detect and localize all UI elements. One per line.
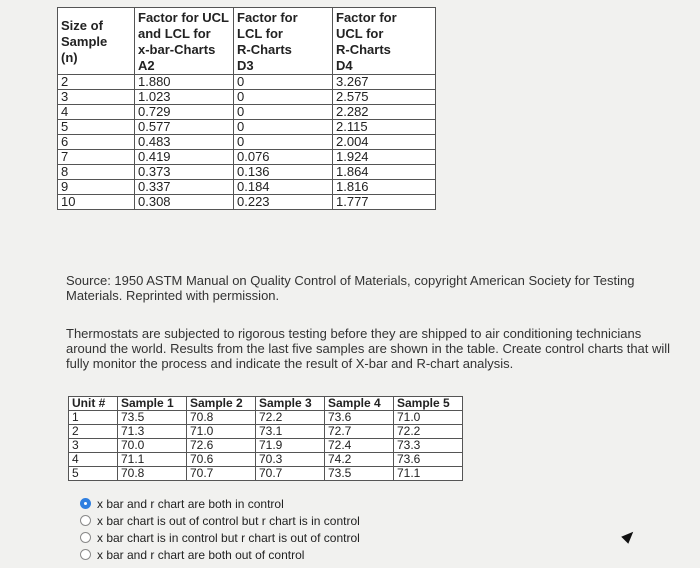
a2-cell: 0.419 xyxy=(135,150,234,165)
header-line: R-Charts xyxy=(336,42,391,57)
sample-table-row xyxy=(69,425,463,439)
d3-cell: 0.184 xyxy=(234,180,333,195)
sample-size-cell: 4 xyxy=(58,105,135,120)
measurement-cell: 70.6 xyxy=(187,453,256,467)
measurement-cell: 71.1 xyxy=(118,453,187,467)
source-citation: Source: 1950 ASTM Manual on Quality Control of Materials, copyright American Society for Testing Materials. Reprinted with permission. xyxy=(66,273,635,303)
unit-cell: 5 xyxy=(69,467,118,481)
unit-cell: 1 xyxy=(69,411,118,425)
sample-header: Sample 5 xyxy=(394,397,463,411)
sample-table-row xyxy=(69,439,463,453)
measurement-cell: 73.3 xyxy=(394,439,463,453)
header-line: Factor for UCL xyxy=(138,10,229,25)
factor-table-row xyxy=(58,120,436,135)
header-symbol: D4 xyxy=(336,58,353,73)
header-line: (n) xyxy=(61,50,78,65)
header-line: Sample xyxy=(61,34,108,49)
factor-table-row xyxy=(58,165,436,180)
header-symbol: A2 xyxy=(138,58,155,73)
d3-cell: 0 xyxy=(234,105,333,120)
answer-option-label: x bar chart is out of control but r chart is in control xyxy=(97,513,360,528)
radio-unselected-icon[interactable] xyxy=(80,515,91,526)
d4-cell: 1.777 xyxy=(333,195,436,210)
measurement-cell: 73.6 xyxy=(325,411,394,425)
a2-cell: 0.577 xyxy=(135,120,234,135)
measurement-cell: 71.9 xyxy=(256,439,325,453)
sample-table-header-row xyxy=(69,397,463,411)
d4-cell: 2.282 xyxy=(333,105,436,120)
answer-option-label: x bar and r chart are both out of control xyxy=(97,547,305,562)
sample-size-cell: 6 xyxy=(58,135,135,150)
d4-cell: 2.575 xyxy=(333,90,436,105)
measurement-cell: 73.6 xyxy=(394,453,463,467)
measurement-cell: 70.7 xyxy=(187,467,256,481)
measurement-cell: 72.2 xyxy=(394,425,463,439)
header-symbol: D3 xyxy=(237,58,254,73)
sample-table-row xyxy=(69,411,463,425)
d4-cell: 3.267 xyxy=(333,75,436,90)
measurement-cell: 73.1 xyxy=(256,425,325,439)
factor-table-row xyxy=(58,75,436,90)
d3-cell: 0 xyxy=(234,75,333,90)
a2-cell: 0.337 xyxy=(135,180,234,195)
measurement-cell: 70.0 xyxy=(118,439,187,453)
answer-option-label: x bar and r chart are both in control xyxy=(97,496,284,511)
unit-header: Unit # xyxy=(69,397,118,411)
d4-cell: 2.115 xyxy=(333,120,436,135)
factor-table-row xyxy=(58,195,436,210)
answer-options xyxy=(80,495,360,563)
sample-size-cell: 2 xyxy=(58,75,135,90)
factor-table-row xyxy=(58,150,436,165)
a2-cell: 0.373 xyxy=(135,165,234,180)
header-line: UCL for xyxy=(336,26,384,41)
a2-cell: 1.023 xyxy=(135,90,234,105)
measurement-cell: 71.0 xyxy=(394,411,463,425)
header-line: Factor for xyxy=(237,10,298,25)
radio-unselected-icon[interactable] xyxy=(80,532,91,543)
sample-header: Sample 3 xyxy=(256,397,325,411)
radio-unselected-icon[interactable] xyxy=(80,549,91,560)
sample-data-table xyxy=(68,396,463,481)
measurement-cell: 71.3 xyxy=(118,425,187,439)
header-line: R-Charts xyxy=(237,42,292,57)
sample-size-cell: 10 xyxy=(58,195,135,210)
d4-cell: 1.864 xyxy=(333,165,436,180)
unit-cell: 2 xyxy=(69,425,118,439)
measurement-cell: 73.5 xyxy=(118,411,187,425)
answer-option[interactable] xyxy=(80,546,360,563)
factor-table-row xyxy=(58,90,436,105)
measurement-cell: 72.7 xyxy=(325,425,394,439)
header-line: and LCL for xyxy=(138,26,211,41)
measurement-cell: 72.6 xyxy=(187,439,256,453)
d3-cell: 0 xyxy=(234,135,333,150)
problem-statement: Thermostats are subjected to rigorous testing before they are shipped to air conditioning technicians around the world. Results from the last five samples are shown in the table. Create control charts that will fully monitor the process and indicate the result of X-bar and R-chart analysis. xyxy=(66,326,671,371)
a2-cell: 1.880 xyxy=(135,75,234,90)
sample-header: Sample 1 xyxy=(118,397,187,411)
d4-cell: 2.004 xyxy=(333,135,436,150)
measurement-cell: 71.0 xyxy=(187,425,256,439)
header-d4-factor xyxy=(333,8,436,75)
sample-size-cell: 5 xyxy=(58,120,135,135)
mouse-cursor-icon xyxy=(621,528,637,544)
a2-cell: 0.308 xyxy=(135,195,234,210)
measurement-cell: 72.4 xyxy=(325,439,394,453)
measurement-cell: 71.1 xyxy=(394,467,463,481)
header-line: Factor for xyxy=(336,10,397,25)
header-line: LCL for xyxy=(237,26,283,41)
sample-size-cell: 3 xyxy=(58,90,135,105)
d3-cell: 0.136 xyxy=(234,165,333,180)
answer-option-label: x bar chart is in control but r chart is out of control xyxy=(97,530,360,545)
d3-cell: 0 xyxy=(234,90,333,105)
answer-option[interactable] xyxy=(80,512,360,529)
unit-cell: 4 xyxy=(69,453,118,467)
unit-cell: 3 xyxy=(69,439,118,453)
header-d3-factor xyxy=(234,8,333,75)
answer-option[interactable] xyxy=(80,529,360,546)
factor-table-header-row xyxy=(58,8,436,75)
measurement-cell: 74.2 xyxy=(325,453,394,467)
answer-option[interactable] xyxy=(80,495,360,512)
d3-cell: 0.076 xyxy=(234,150,333,165)
sample-table-row xyxy=(69,453,463,467)
sample-size-cell: 8 xyxy=(58,165,135,180)
measurement-cell: 70.7 xyxy=(256,467,325,481)
a2-cell: 0.729 xyxy=(135,105,234,120)
control-chart-factor-table xyxy=(57,7,436,210)
a2-cell: 0.483 xyxy=(135,135,234,150)
d3-cell: 0 xyxy=(234,120,333,135)
header-line: x-bar-Charts xyxy=(138,42,216,57)
factor-table-row xyxy=(58,105,436,120)
measurement-cell: 70.8 xyxy=(187,411,256,425)
measurement-cell: 73.5 xyxy=(325,467,394,481)
header-line: Size of xyxy=(61,18,103,33)
sample-header: Sample 2 xyxy=(187,397,256,411)
measurement-cell: 72.2 xyxy=(256,411,325,425)
measurement-cell: 70.8 xyxy=(118,467,187,481)
d4-cell: 1.816 xyxy=(333,180,436,195)
header-a2-factor xyxy=(135,8,234,75)
factor-table-row xyxy=(58,135,436,150)
sample-size-cell: 9 xyxy=(58,180,135,195)
factor-table-row xyxy=(58,180,436,195)
radio-selected-icon[interactable] xyxy=(80,498,91,509)
sample-header: Sample 4 xyxy=(325,397,394,411)
sample-size-cell: 7 xyxy=(58,150,135,165)
measurement-cell: 70.3 xyxy=(256,453,325,467)
sample-table-row xyxy=(69,467,463,481)
d4-cell: 1.924 xyxy=(333,150,436,165)
d3-cell: 0.223 xyxy=(234,195,333,210)
header-sample-size xyxy=(58,8,135,75)
